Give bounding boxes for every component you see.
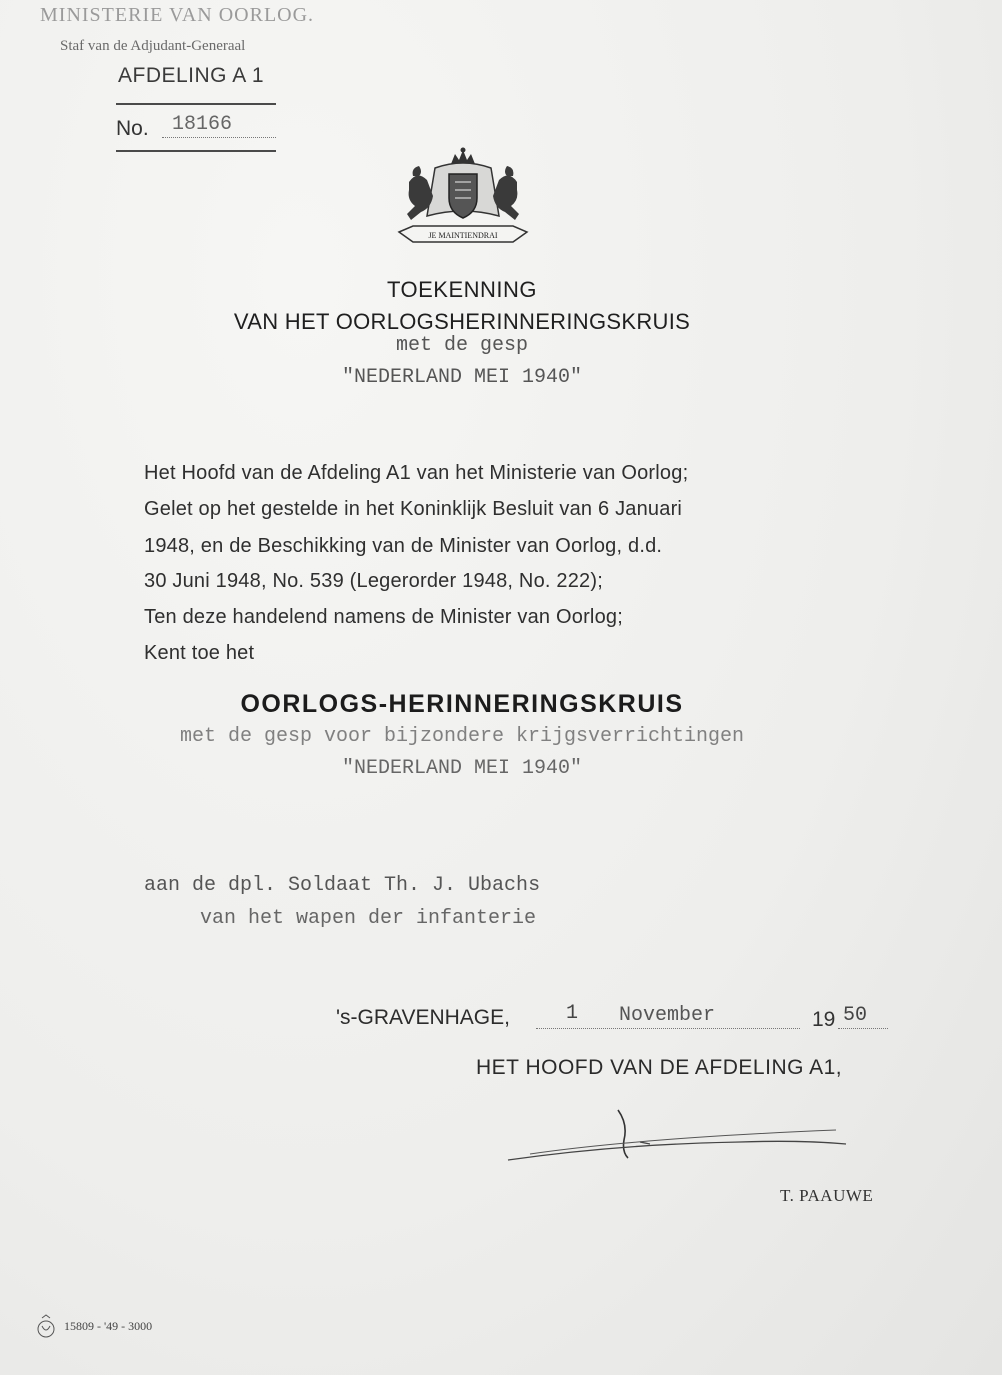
award-name: OORLOGS-HERINNERINGSKRUIS [240, 690, 684, 718]
body-line: 1948, en de Beschikking van de Minister van Oorlog, d.d. [144, 535, 663, 557]
date-dotline [536, 1028, 800, 1029]
afdeling-label: AFDELING A 1 [118, 64, 265, 87]
header-rule-top [116, 103, 276, 105]
ministry-stamp: MINISTERIE VAN OORLOG. [40, 4, 315, 26]
print-code: 15809 - '49 - 3000 [64, 1319, 153, 1333]
document-subtitle: VAN HET OORLOGSHERINNERINGSKRUIS [233, 309, 691, 334]
signatory-name: T. PAAUWE [780, 1186, 874, 1205]
body-line: Ten deze handelend namens de Minister van Oorlog; [144, 606, 623, 628]
header-rule-bottom [116, 150, 276, 152]
signatory-title: HET HOOFD VAN DE AFDELING A1, [476, 1056, 843, 1079]
number-label: No. [116, 117, 149, 140]
motto-text: JE MAINTIENDRAI [428, 231, 498, 240]
body-line: 30 Juni 1948, No. 539 (Legerorder 1948, No. 222); [144, 570, 603, 592]
number-dotline [162, 137, 276, 138]
printer-seal-icon [36, 1314, 56, 1340]
body-line: Gelet op het gestelde in het Koninklijk Besluit van 6 Januari [144, 498, 683, 520]
award-clasp-description: met de gesp voor bijzondere krijgsverrichtingen [179, 725, 745, 748]
number-value: 18166 [172, 113, 233, 136]
award-clasp-name: "NEDERLAND MEI 1940" [341, 757, 583, 780]
date-day: 1 [566, 1002, 579, 1025]
signature-icon [500, 1104, 850, 1174]
body-line: Kent toe het [144, 642, 255, 664]
document-title: TOEKENNING [386, 277, 538, 302]
recipient-name: aan de dpl. Soldaat Th. J. Ubachs [144, 874, 541, 897]
date-month: November [619, 1004, 716, 1027]
coat-of-arms-icon [395, 146, 531, 250]
recipient-branch: van het wapen der infanterie [200, 907, 537, 930]
date-year-suffix: 50 [843, 1004, 868, 1027]
year-dotline [838, 1028, 888, 1029]
date-year-prefix: 19 [812, 1008, 836, 1031]
body-line: Het Hoofd van de Afdeling A1 van het Ministerie van Oorlog; [144, 462, 689, 484]
place-label: 's-GRAVENHAGE, [336, 1006, 510, 1029]
subtitle-gesp: met de gesp [395, 334, 529, 357]
subtitle-clasp-name: "NEDERLAND MEI 1940" [341, 366, 583, 389]
staf-line: Staf van de Adjudant-Generaal [60, 38, 246, 54]
